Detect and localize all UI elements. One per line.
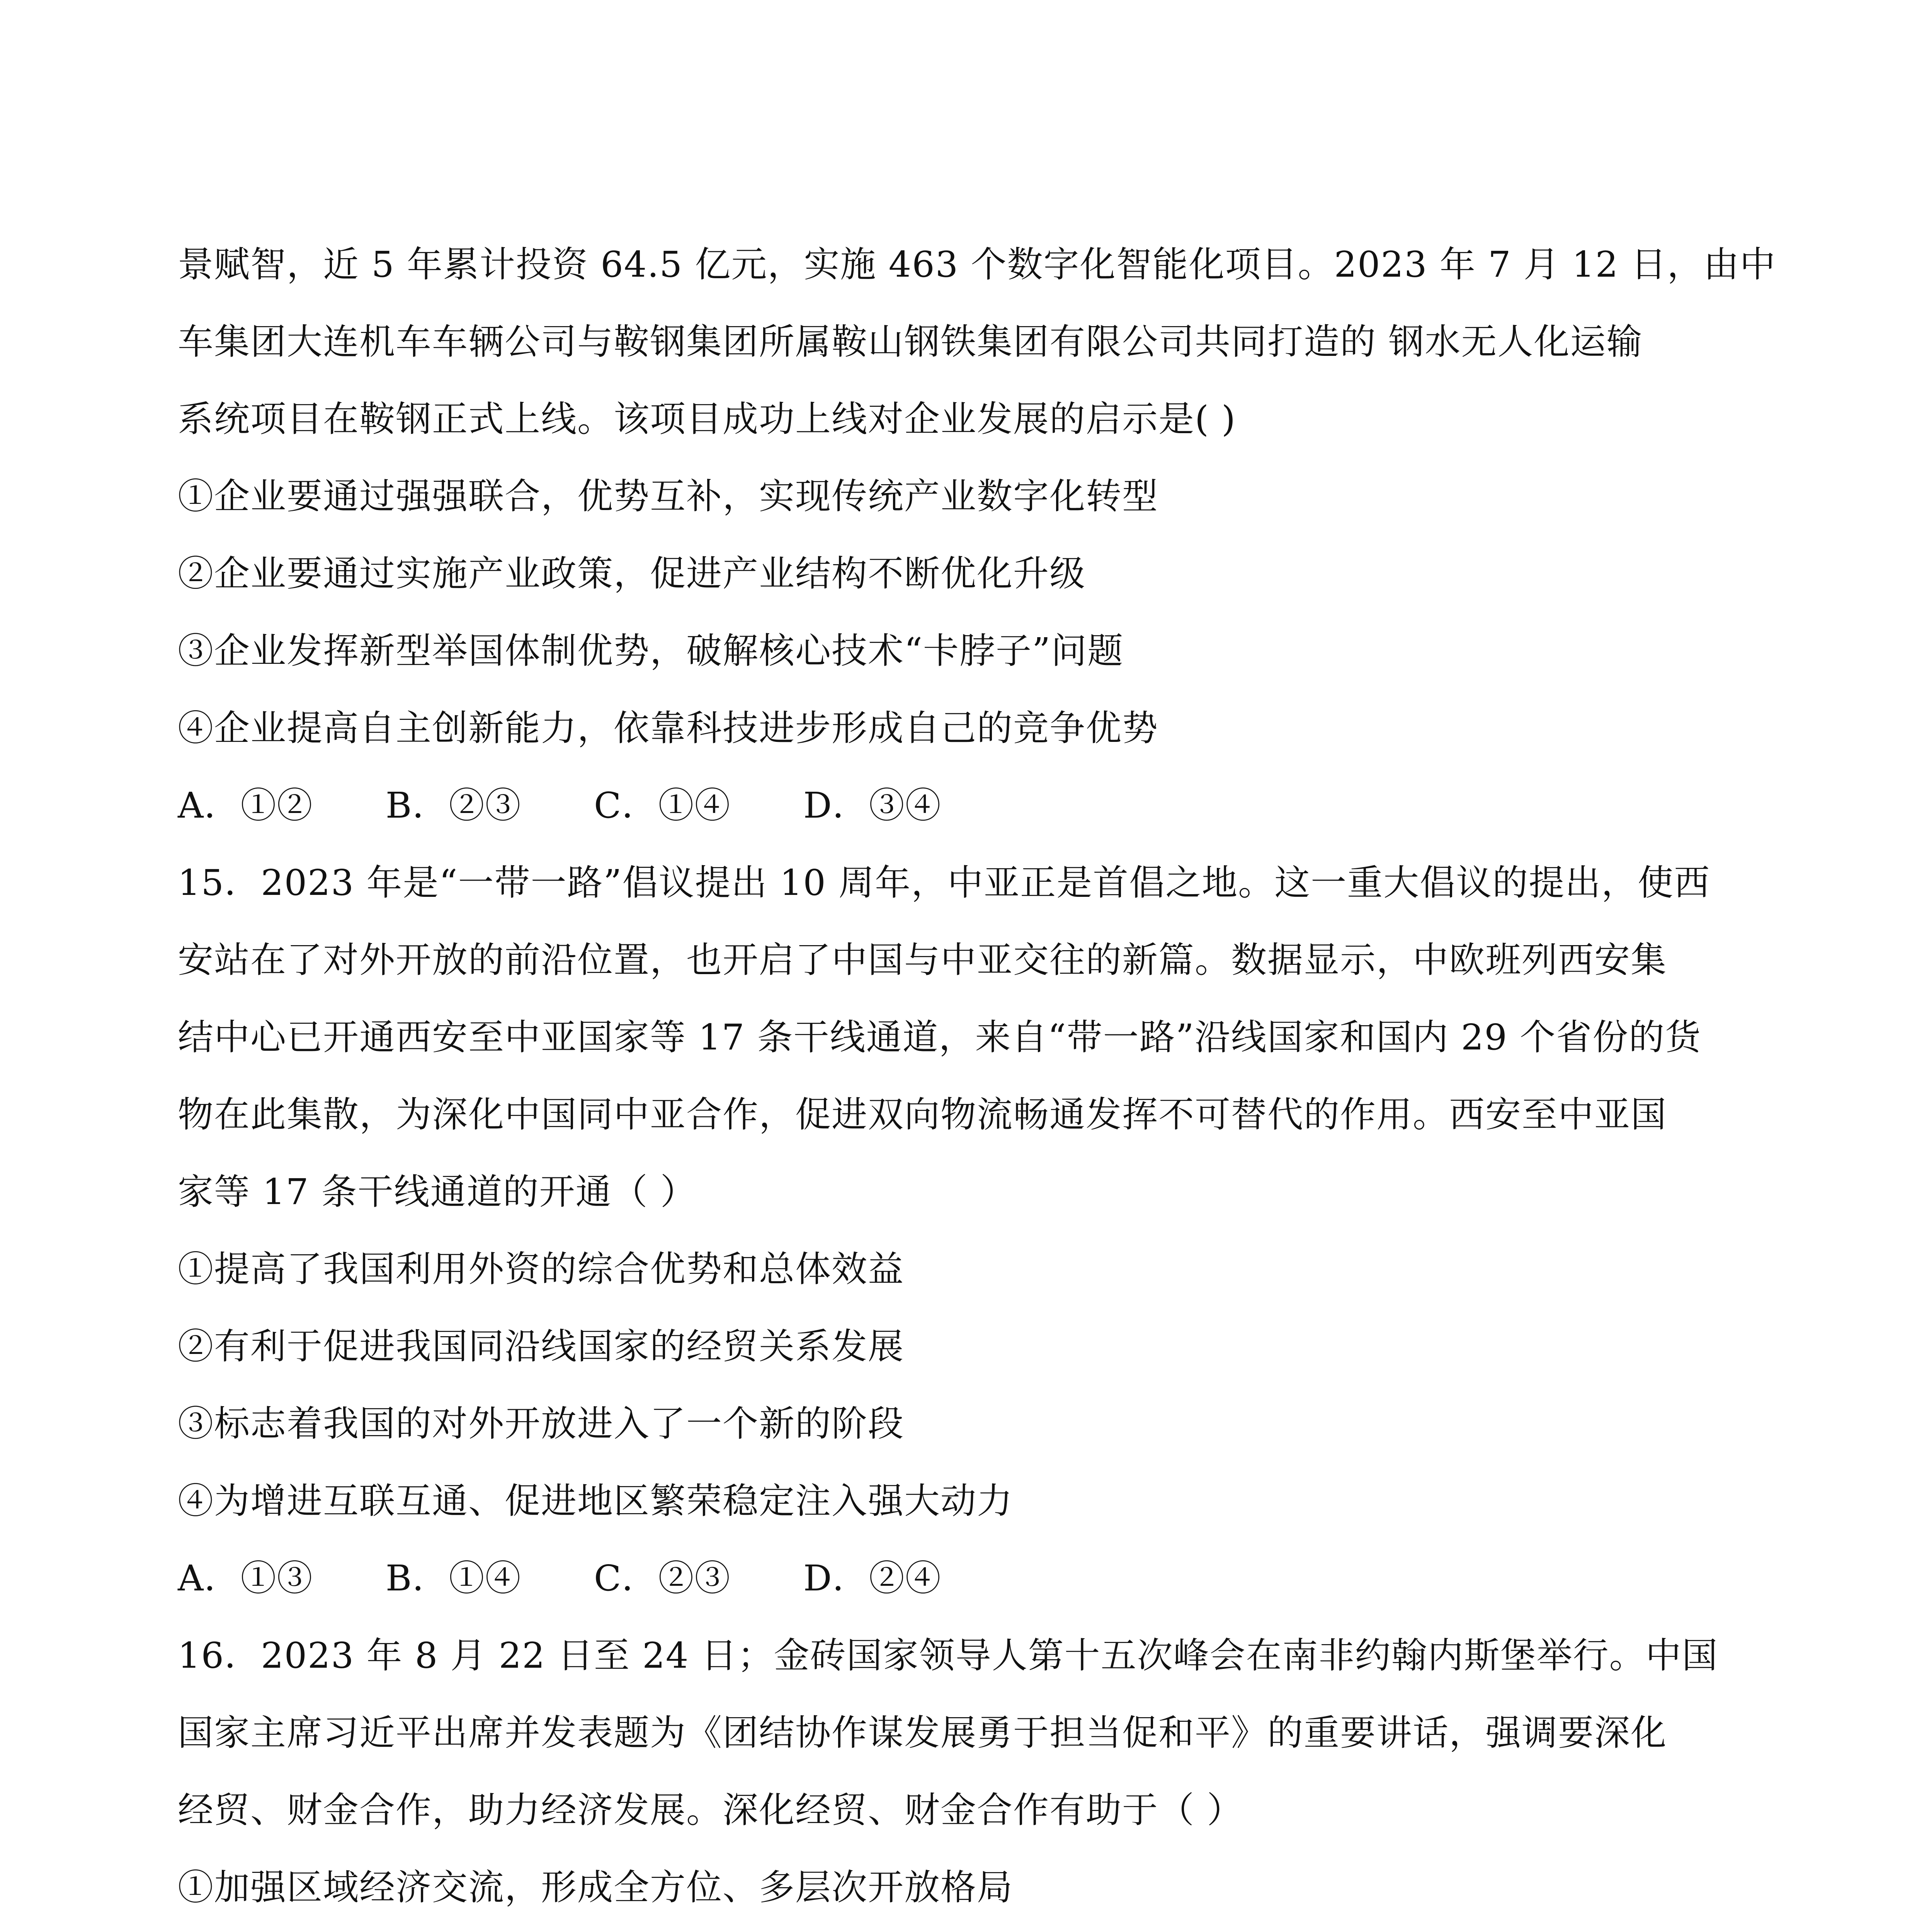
q15-stem-line-2: 安站在了对外开放的前沿位置，也开启了中国与中亚交往的新篇。数据显示，中欧班列西安集	[178, 939, 1667, 981]
q15-item-2: ②有利于促进我国同沿线国家的经贸关系发展	[178, 1326, 905, 1367]
q14-stem-line-3: 系统项目在鞍钢正式上线。该项目成功上线对企业发展的启示是( )	[178, 398, 1237, 440]
q16-stem-line-2: 国家主席习近平出席并发表题为《团结协作谋发展勇于担当促和平》的重要讲话，强调要深化	[178, 1712, 1667, 1753]
q15-item-3: ③标志着我国的对外开放进入了一个新的阶段	[178, 1403, 905, 1444]
q14-item-2: ②企业要通过实施产业政策，促进产业结构不断优化升级	[178, 553, 1086, 594]
q15-stem-line-4: 物在此集散，为深化中国同中亚合作，促进双向物流畅通发挥不可替代的作用。西安至中亚国	[178, 1094, 1667, 1135]
q16-stem-line-1: 16．2023 年 8 月 22 日至 24 日；金砖国家领导人第十五次峰会在南非约翰内斯堡举行。中国	[178, 1635, 1718, 1676]
q16-item-1: ①加强区域经济交流，形成全方位、多层次开放格局	[178, 1867, 1014, 1908]
q15-answer-options: A．①③ B．①④ C．②③ D．②④	[178, 1558, 942, 1599]
q14-stem-line-2: 车集团大连机车车辆公司与鞍钢集团所属鞍山钢铁集团有限公司共同打造的 钢水无人化运输	[178, 321, 1643, 362]
q14-item-3: ③企业发挥新型举国体制优势，破解核心技术“卡脖子”问题	[178, 630, 1124, 672]
q14-answer-options: A．①② B．②③ C．①④ D．③④	[178, 785, 942, 826]
q14-stem-line-1: 景赋智，近 5 年累计投资 64.5 亿元，实施 463 个数字化智能化项目。2023 年 7 月 12 日，由中	[178, 244, 1776, 285]
q16-stem-line-3: 经贸、财金合作，助力经济发展。深化经贸、财金合作有助于（ ）	[178, 1789, 1243, 1831]
q15-stem-line-5: 家等 17 条干线通道的开通（ ）	[178, 1171, 697, 1213]
q15-item-4: ④为增进互联互通、促进地区繁荣稳定注入强大动力	[178, 1480, 1014, 1522]
q15-stem-line-1: 15．2023 年是“一带一路”倡议提出 10 周年，中亚正是首倡之地。这一重大倡议的提出，使西	[178, 862, 1711, 903]
q14-item-1: ①企业要通过强强联合，优势互补，实现传统产业数字化转型	[178, 476, 1159, 517]
q15-item-1: ①提高了我国利用外资的综合优势和总体效益	[178, 1248, 905, 1290]
q14-item-4: ④企业提高自主创新能力，依靠科技进步形成自己的竞争优势	[178, 707, 1159, 749]
q15-stem-line-3: 结中心已开通西安至中亚国家等 17 条干线通道，来自“带一路”沿线国家和国内 29 个省份的货	[178, 1017, 1702, 1058]
